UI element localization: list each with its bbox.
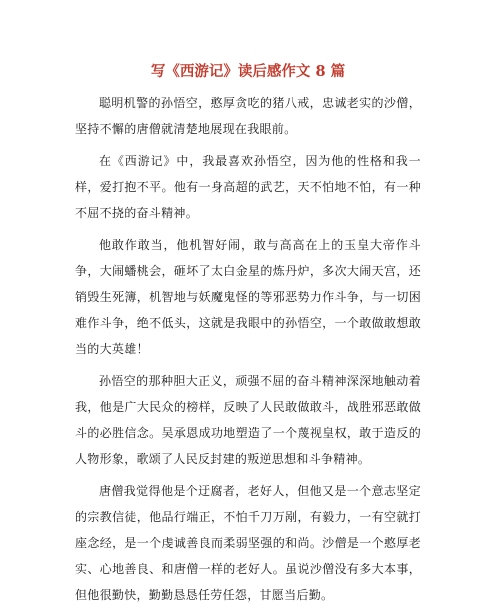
document-body [75, 90, 421, 614]
document-title: 写《西游记》读后感作文 8 篇 [150, 63, 346, 80]
paragraph-4: 孙悟空的那种胆大正义，顽强不屈的奋斗精神深深地触动着我，他是广大民众的榜样，反映了人民敢做敢斗，战胜邪恶敢做斗的必胜信念。吴承恩成功地塑造了一个蔑视皇权，敢于造反的人物形象，歌颂了人民反封建的叛逆思想和斗争精神。 [75, 374, 421, 466]
paragraph-5: 唐僧我觉得他是个迂腐者，老好人，但他又是一个意志坚定的宗教信徒，他品行端正，不怕千刀万剐，有毅力，一有空就打座念经，是一个虔诚善良而柔弱坚强的和尚。沙僧是一个憨厚老实、心地善良、和唐僧一样的老好人。虽说沙僧没有多大本事，但他很勤快，勤勤恳恳任劳任怨，甘愿当后勤。 [75, 484, 421, 602]
paragraph-1: 聪明机警的孙悟空，憨厚贪吃的猪八戒，忠诚老实的沙僧，坚持不懈的唐僧就清楚地展现在我眼前。 [75, 96, 421, 136]
paragraph-3: 他敢作敢当，他机智好闹，敢与高高在上的玉皇大帝作斗争，大闹蟠桃会，砸坏了太白金星的炼丹炉，多次大闹天宫，还销毁生死簿，机智地与妖魔鬼怪的等邪恶势力作斗争，与一切困难作斗争，绝不低头，这就是我眼中的孙悟空，一个敢做敢想敢当的大英雄！ [75, 238, 421, 356]
paragraph-2: 在《西游记》中，我最喜欢孙悟空，因为他的性格和我一样，爱打抱不平。他有一身高超的武艺，天不怕地不怕，有一种不屈不挠的奋斗精神。 [75, 154, 421, 220]
